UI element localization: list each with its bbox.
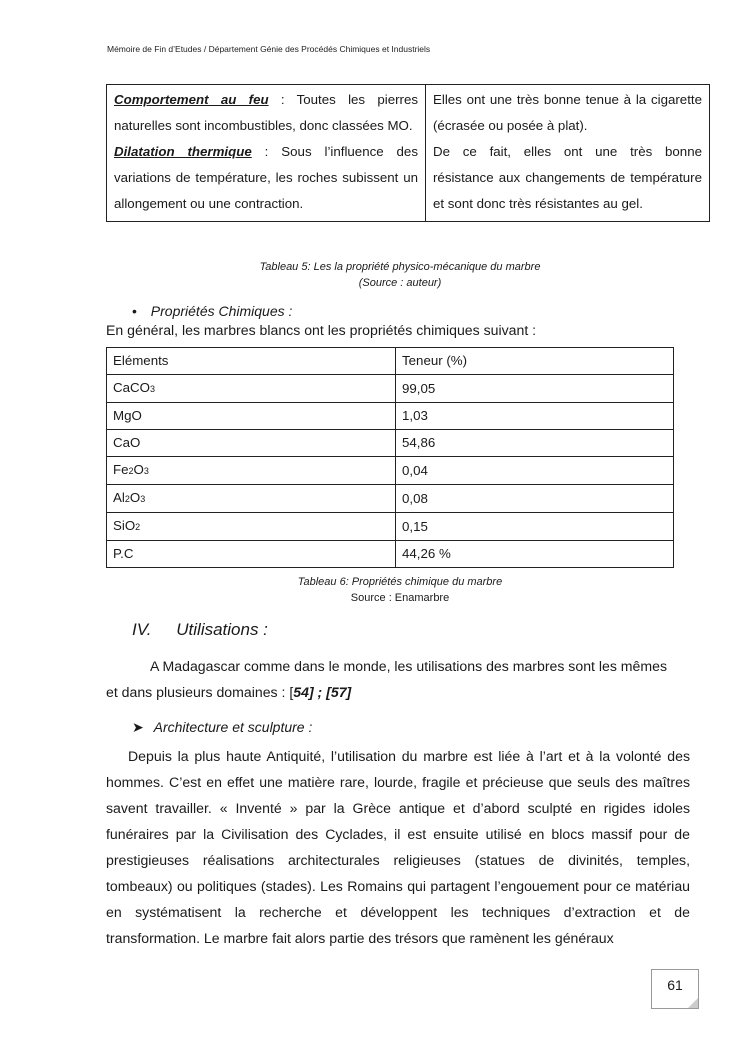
section-title: Utilisations : (176, 620, 268, 639)
chem-intro: En général, les marbres blancs ont les propriétés chimiques suivant : (106, 322, 537, 338)
element-subscript: 3 (149, 384, 155, 394)
table6-caption: Tableau 6: Propriétés chimique du marbre (297, 576, 503, 588)
table6-header-row (107, 348, 674, 375)
element-value: 0,04 (396, 457, 674, 485)
section-intro-line2 (106, 679, 351, 705)
architecture-paragraph: Depuis la plus haute Antiquité, l’utilisation du marbre est liée à l’art et à la volonté des hommes. C’est en effet une matière rare, lourde, fragile et précieuse que seuls des maîtres savent travailler. « Inventé » par la Grèce antique et d’abord sculpté en rigides idoles funéraires par la Civilisation des Cyclades, il est ensuite utilisé en blocs massif pour de prestigieuses réalisations architecturales religieuses (statues de divinités, temples, tombeaux) ou politiques (stades). Les Romains qui partagent l’engouement pour ce matériau en systématisent la recherche et développent les techniques d’extraction et de transformation. Le marbre fait alors partie des trésors que ramènent les généraux (106, 748, 690, 946)
element-name: CaO (107, 430, 396, 457)
page-number: 61 (667, 977, 683, 993)
table-row (107, 375, 674, 403)
chem-bullet-title: Propriétés Chimiques : (150, 303, 293, 319)
element-value: 44,26 % (396, 541, 674, 568)
table-physico-mechanical (106, 84, 710, 222)
fire-behavior-text: : Toutes les pierres naturelles sont incombustibles, donc classées MO. (114, 92, 418, 133)
header-content: Teneur (%) (396, 348, 674, 375)
element-name: P.C (107, 541, 396, 568)
section-intro-line1: A Madagascar comme dans le monde, les utilisations des marbres sont les mêmes (150, 658, 668, 674)
ref-close: ] (346, 684, 352, 700)
element-name: Al (113, 490, 125, 505)
table-row (107, 403, 674, 430)
header-elements: Eléments (107, 348, 396, 375)
architecture-title: Architecture et sculpture : (153, 719, 313, 735)
element-subscript: 2 (135, 522, 141, 532)
section-number: IV. (132, 620, 152, 639)
thermal-expansion-text: : Sous l’influence des variations de température, les roches subissent un allongement ou une contraction. (114, 144, 418, 211)
cigarette-resistance-text: Elles ont une très bonne tenue à la cigarette (écrasée ou posée à plat). (433, 92, 702, 133)
table5-source: (Source : auteur) (358, 277, 442, 289)
table-row (107, 430, 674, 457)
table-row (107, 485, 674, 513)
element-subscript: 2 (128, 466, 134, 476)
table6-source: Source : Enamarbre (350, 592, 450, 604)
table5-caption: Tableau 5: Les la propriété physico-mécanique du marbre (259, 261, 541, 273)
element-value: 1,03 (396, 403, 674, 430)
chem-bullet (132, 303, 292, 319)
element-name-2: O (133, 462, 144, 477)
thermal-expansion-term: Dilatation thermique (114, 144, 252, 159)
ref-separator: ] ; [ (308, 684, 331, 700)
element-value: 54,86 (396, 430, 674, 457)
page-corner-fold (688, 998, 698, 1008)
page-number-box (651, 969, 699, 1009)
bullet-dot: • (132, 303, 137, 319)
element-subscript-2: 3 (143, 466, 149, 476)
section-heading (132, 620, 268, 640)
table-chemical-properties (106, 347, 674, 568)
table5-left-cell (107, 85, 426, 222)
reference-57: 57 (330, 684, 347, 700)
element-name: SiO (113, 518, 136, 533)
arrow-bullet-icon: ➤ (132, 719, 144, 735)
element-value: 0,08 (396, 485, 674, 513)
table-row (107, 457, 674, 485)
intro-text: et dans plusieurs domaines : [ (106, 684, 294, 700)
element-name-2: O (129, 490, 141, 505)
element-name: MgO (107, 403, 396, 430)
table-row (107, 541, 674, 568)
element-subscript-2: 3 (140, 494, 146, 504)
running-header: Mémoire de Fin d’Etudes / Département Génie des Procédés Chimiques et Industriels (107, 44, 431, 54)
reference-54: 54 (293, 684, 309, 700)
element-name: Fe (113, 462, 129, 477)
element-value: 99,05 (396, 375, 674, 403)
frost-resistance-text: De ce fait, elles ont une très bonne résistance aux changements de température et sont donc très résistantes au gel. (433, 144, 702, 211)
fire-behavior-term: Comportement au feu (114, 92, 269, 107)
element-value: 0,15 (396, 513, 674, 541)
architecture-bullet (132, 719, 312, 736)
element-name: CaCO (113, 380, 150, 395)
table-row (107, 513, 674, 541)
element-subscript: 2 (124, 494, 130, 504)
table5-right-cell (426, 85, 710, 222)
